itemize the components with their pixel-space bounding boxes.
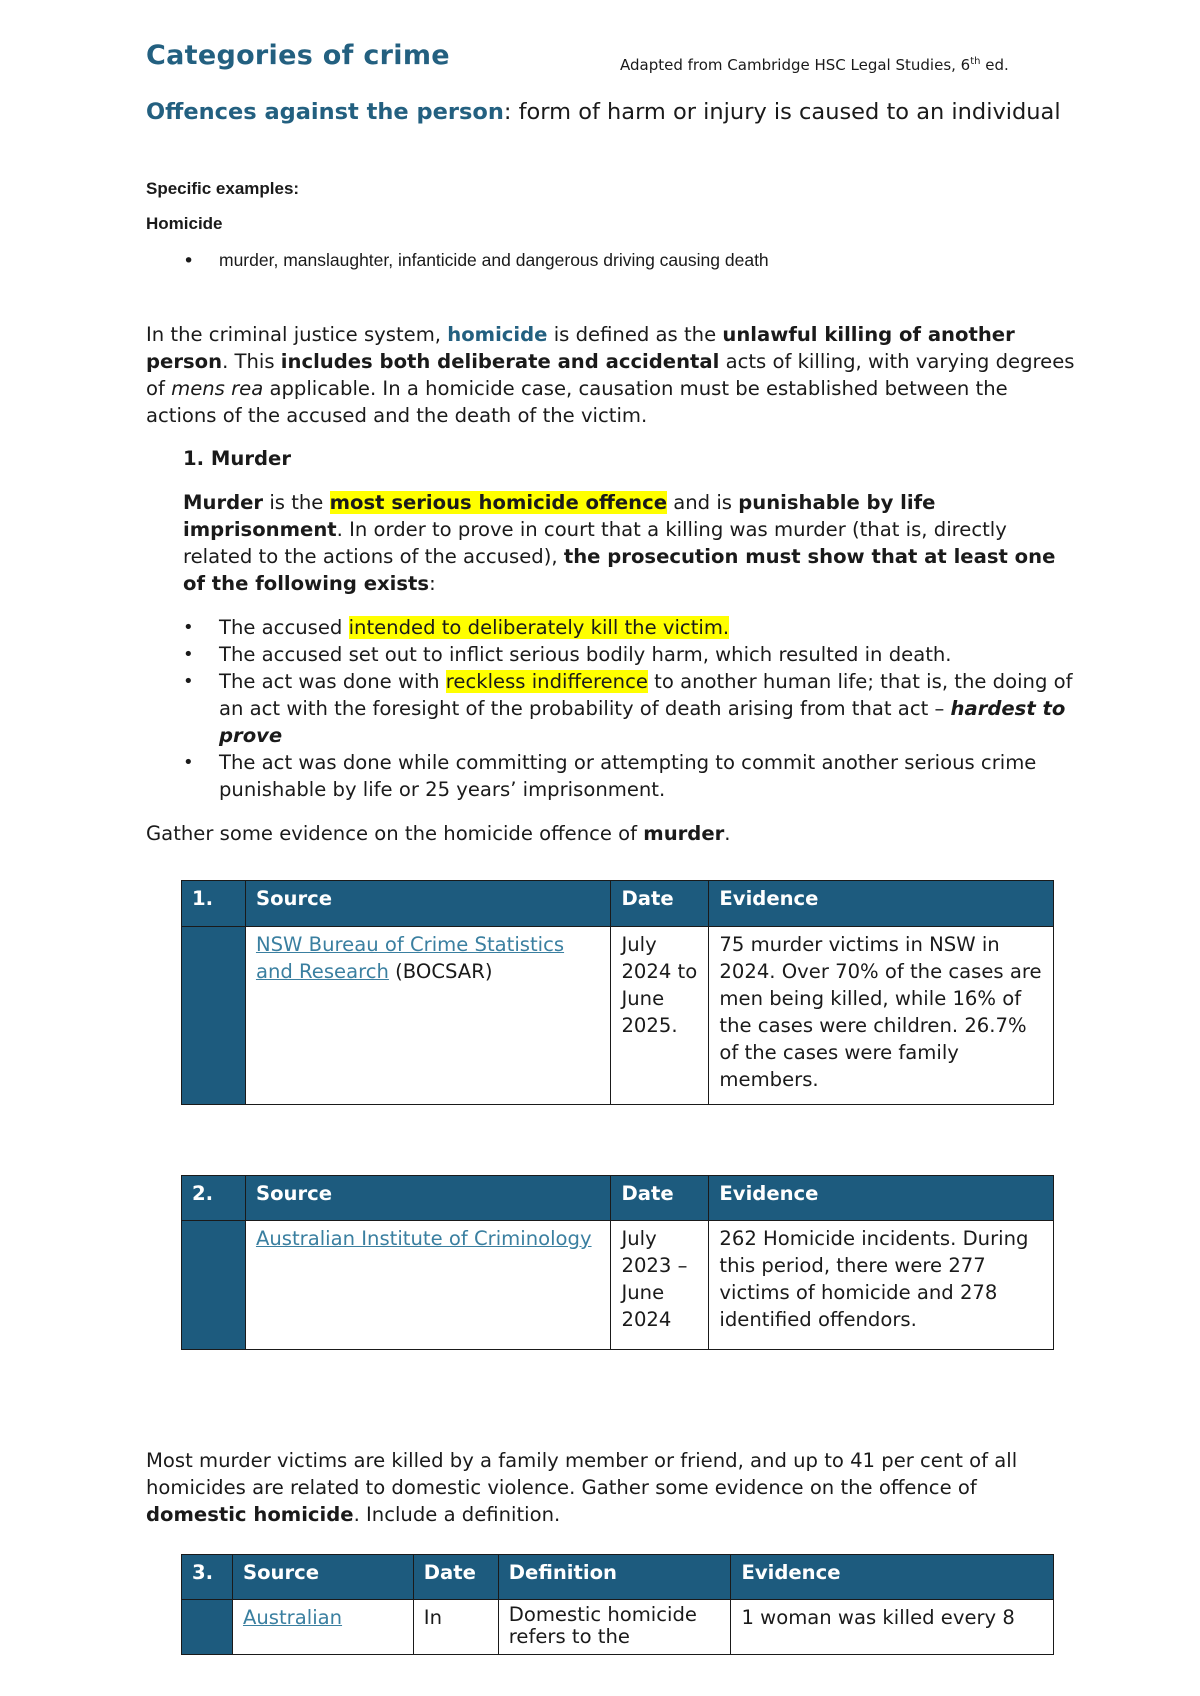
source-suffix: (BOCSAR)	[388, 960, 493, 983]
text-run: is defined as the	[547, 323, 723, 346]
number-cell	[182, 1221, 246, 1350]
text-run: .	[724, 822, 731, 845]
text-run: The act was done with	[219, 670, 446, 693]
column-header-date: Date	[611, 881, 709, 927]
evidence-table-1	[181, 880, 1054, 1105]
evidence-cell: 1 woman was killed every 8	[731, 1600, 1054, 1655]
list-item	[183, 641, 1073, 668]
homicide-example: murder, manslaughter, infanticide and dangerous driving causing death	[219, 250, 769, 270]
murder-paragraph	[183, 489, 1073, 597]
table-header-row	[182, 1555, 1054, 1600]
text-run: . In order to prove in court that a killing was murder (that is, directly related to the actions of the accused),	[183, 518, 1007, 568]
number-cell	[182, 927, 246, 1105]
attribution-suffix: ed.	[980, 56, 1009, 74]
text-run-highlight: intended to deliberately kill the victim.	[348, 616, 730, 639]
page-title: Categories of crime	[146, 40, 450, 71]
text-run: is the	[263, 491, 330, 514]
column-header-source: Source	[232, 1555, 413, 1600]
evidence-table-3	[181, 1554, 1054, 1655]
text-run: The act was done while committing or attempting to commit another serious crime punishable by life or 25 years’ imprisonment.	[219, 751, 1037, 801]
bullet-icon: •	[183, 644, 194, 665]
column-header-evidence: Evidence	[731, 1555, 1054, 1600]
murder-heading: 1. Murder	[183, 447, 291, 470]
text-run: The accused	[219, 616, 349, 639]
bullet-icon: •	[183, 671, 194, 692]
evidence-cell: 262 Homicide incidents. During this period, there were 277 victims of homicide and 278 identified offendors.	[709, 1221, 1054, 1350]
list-item	[183, 668, 1073, 749]
source-link[interactable]: Australian Institute of Criminology	[255, 1227, 592, 1250]
source-link[interactable]: NSW Bureau of Crime Statistics and Research	[255, 933, 565, 983]
text-run-highlight: reckless indifference	[445, 670, 648, 693]
text-run: . This	[222, 350, 281, 373]
column-header-date: Date	[413, 1555, 498, 1600]
text-run-bold: the prosecution must show that at least one of the following exists	[183, 545, 1056, 595]
text-run: and is	[667, 491, 739, 514]
homicide-label: Homicide	[146, 214, 223, 233]
source-link[interactable]: Australian	[242, 1606, 343, 1629]
text-run: . Include a definition.	[353, 1503, 561, 1526]
text-run-bold: unlawful killing of another person	[146, 323, 1015, 373]
source-cell	[245, 1221, 611, 1350]
text-run: to another human life; that is, the doing of an act with the foresight of the probability of death arising from that act –	[219, 670, 1073, 720]
text-run-term: homicide	[447, 323, 548, 346]
column-header-source: Source	[245, 1176, 611, 1221]
column-header-date: Date	[611, 1176, 709, 1221]
domestic-homicide-instruction	[146, 1447, 1076, 1528]
murder-instruction	[146, 820, 1076, 847]
row-number: 2.	[182, 1176, 246, 1221]
column-header-evidence: Evidence	[709, 1176, 1054, 1221]
column-header-evidence: Evidence	[709, 881, 1054, 927]
source-cell	[245, 927, 611, 1105]
text-run-bold: punishable by life imprisonment	[183, 491, 936, 541]
definition-cell: Domestic homicide refers to the	[498, 1600, 731, 1655]
date-cell: July 2023 – June 2024	[611, 1221, 709, 1350]
section-heading-rest: : form of harm or injury is caused to an individual	[503, 99, 1061, 125]
bullet-icon: •	[183, 617, 194, 638]
text-run: applicable. In a homicide case, causation must be established between the actions of the accused and the death of the victim.	[146, 377, 1008, 427]
column-header-source: Source	[245, 881, 611, 927]
attribution-text: Adapted from Cambridge HSC Legal Studies, 6	[620, 56, 971, 74]
text-run: The accused set out to inflict serious bodily harm, which resulted in death.	[219, 643, 952, 666]
column-header-definition: Definition	[498, 1555, 731, 1600]
evidence-cell: 75 murder victims in NSW in 2024. Over 70% of the cases are men being killed, while 16% of the cases were children. 26.7% of the cases were family members.	[709, 927, 1054, 1105]
evidence-table-2	[181, 1175, 1054, 1350]
text-run-bold: domestic homicide	[146, 1503, 354, 1526]
text-run-bold: murder	[643, 822, 725, 845]
text-run: :	[429, 572, 436, 595]
text-run-bold: Murder	[183, 491, 264, 514]
table-row	[182, 927, 1054, 1105]
text-run: In the criminal justice system,	[146, 323, 448, 346]
text-run: acts of killing, with varying degrees of	[146, 350, 1075, 400]
table-row	[182, 1600, 1054, 1655]
table-header-row	[182, 881, 1054, 927]
date-cell: In	[413, 1600, 498, 1655]
attribution-superscript: th	[970, 56, 981, 67]
homicide-definition-paragraph	[146, 321, 1076, 429]
specific-examples-label: Specific examples:	[146, 179, 300, 198]
text-run-bold: includes both deliberate and accidental	[280, 350, 720, 373]
list-item	[183, 749, 1073, 803]
text-run-highlight: most serious homicide offence	[329, 491, 668, 514]
text-run: Gather some evidence on the homicide offence of	[146, 822, 644, 845]
table-header-row	[182, 1176, 1054, 1221]
bullet-icon: •	[183, 752, 194, 773]
list-item	[183, 614, 1073, 641]
row-number: 1.	[182, 881, 246, 927]
row-number: 3.	[182, 1555, 233, 1600]
text-run: Most murder victims are killed by a family member or friend, and up to 41 per cent of all homicides are related to domestic violence. Gather some evidence on the offence of	[146, 1449, 1018, 1499]
table-row	[182, 1221, 1054, 1350]
bullet-icon: •	[183, 250, 195, 272]
text-run-bold-italic: hardest to prove	[219, 697, 1066, 747]
number-cell	[182, 1600, 233, 1655]
source-attribution	[620, 56, 1009, 74]
section-heading	[146, 96, 1066, 129]
source-cell	[232, 1600, 413, 1655]
section-heading-bold: Offences against the person	[146, 99, 504, 125]
murder-criteria-list	[183, 614, 1073, 803]
date-cell: July 2024 to June 2025.	[611, 927, 709, 1105]
text-run-italic: mens rea	[171, 377, 264, 400]
